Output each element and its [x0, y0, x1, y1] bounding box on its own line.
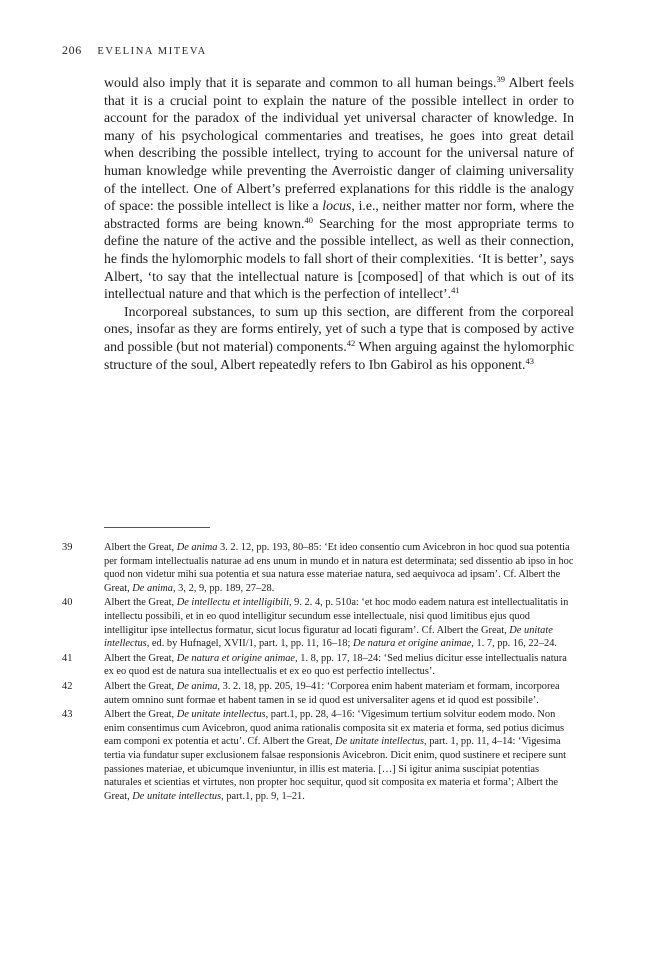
italic-term: locus	[322, 198, 352, 214]
footnote-separator	[104, 527, 210, 528]
footnote-41	[62, 652, 574, 679]
footnote-text: Albert the Great, De intellectu et intelligibili, 9. 2. 4, p. 510a: ‘et hoc modo eadem natura est intellectualitatis in intellectu possibili, et in eo quod intelligitur secundum esse intellectuale, nisi quod limitibus ejus quod intelligitur ipse intellectus formatur, sicut locus figuratur ad locati figuram’. Cf. Albert the Great, De unitate intellectus, ed. by Hufnagel, XVII/1, part. 1, pp. 11, 16–18; De natura et origine animae, 1. 7, pp. 16, 22–24.	[104, 597, 569, 650]
text-run: Searching for the most appropriate terms to define the nature of the active and the possible intellect, as well as their connection, he finds the hylomorphic models to fall short of their complexities. ‘It is better’, says Albert, ‘to say that the intellectual nature is [composed] of that which is out of its intellectual nature and that which is the perfection of intellect’.	[104, 215, 574, 302]
footnote-39	[62, 541, 574, 595]
footnote-number: 42	[62, 680, 73, 692]
footnotes	[62, 541, 574, 804]
paragraph-2	[104, 303, 574, 373]
text-run: , i.e., neither matter nor form, where the abstracted forms are being known.	[104, 198, 574, 231]
footnote-ref-41: 41	[451, 285, 460, 296]
footnote-number: 41	[62, 652, 73, 664]
footnote-42	[62, 680, 574, 707]
text-run: Albert feels that it is a crucial point to explain the nature of the possible intellect in order to account for the paradox of the individual yet universal character of knowledge. In many of his psychological commentaries and treatises, he goes into great detail when describing the possible intellect, trying to account for the universal nature of human knowledge while preventing the Averroistic danger of claiming universality of the intellect. One of Albert’s preferred explanations for this riddle is the analogy of space: the possible intellect is like a	[104, 75, 574, 214]
page-number: 206	[62, 43, 82, 57]
text-run: When arguing against the hylomorphic structure of the soul, Albert repeatedly refers to Ibn Gabirol as his opponent.	[104, 338, 574, 372]
footnote-number: 40	[62, 597, 73, 609]
footnote-ref-43: 43	[525, 355, 534, 366]
footnote-ref-40: 40	[304, 214, 314, 225]
paragraph-1	[104, 74, 574, 303]
text-run: would also imply that it is separate and common to all human beings.	[104, 75, 497, 90]
main-text	[104, 74, 574, 373]
footnote-text: Albert the Great, De unitate intellectus, part.1, pp. 28, 4–16: ‘Vigesimum tertium solvitur eodem modo. Non enim consentimus cum Avicebron, quod anima rationalis composita sit ex materia et forma, sed potius dicimus eam componi ex potentia et actu’. Cf. Albert the Great, De unitate intellectus, part. 1, pp. 11, 4–14: ‘Vigesima tertia via fundatur super exclusionem falsae responsionis Avicebron. Dicit enim, quod sustinere et recipere sunt passiones materiae, et ubicumque inveniuntur, in illis est materia. […] Si igitur anima suscipiat potentias naturales et scientias et virtutes, non propter hoc sequitur, quod sit composita ex materia et forma’; Albert the Great, De unitate intellectus, part.1, pp. 9, 1–21.	[104, 709, 567, 802]
footnote-ref-39: 39	[496, 74, 505, 84]
footnote-number: 39	[62, 542, 73, 553]
text-run: Incorporeal substances, to sum up this section, are different from the corporeal ones, insofar as they are forms entirely, yet of such a type that is composed by active and possible (but not material) components.	[104, 303, 574, 354]
footnote-number: 43	[62, 709, 73, 721]
footnote-43	[62, 708, 574, 803]
footnote-text: Albert the Great, De anima, 3. 2. 18, pp. 205, 19–41: ‘Corporea enim habent materiam et formam, incorporea autem omnino sunt formae et habent tamen in se id quod est universaliter agens et id quod est possibile’.	[104, 680, 560, 706]
footnote-ref-42: 42	[346, 337, 356, 348]
running-head-author: EVELINA MITEVA	[97, 46, 207, 57]
footnote-text: Albert the Great, De anima 3. 2. 12, pp. 193, 80–85: ‘Et ideo consentio cum Avicebron in hoc quod sua potentia per formam intellectualis naturae ad ens unum in mundo et in natura est determinata; sed dissentio ab ipso in hoc quod non videtur mihi sua potentia et sua natura esse materiae natura, sed aequivoca ad ipsam’. Cf. Albert the Great, De anima, 3, 2, 9, pp. 189, 27–28.	[104, 542, 574, 594]
footnote-text: Albert the Great, De natura et origine animae, 1. 8, pp. 17, 18–24: ‘Sed melius dicitur esse intellectualis natura ex eo quod est de natura sua intellectualis et ex eo quo est perfectio intellectus’.	[104, 652, 567, 678]
footnote-40	[62, 596, 574, 650]
running-header	[62, 43, 207, 58]
